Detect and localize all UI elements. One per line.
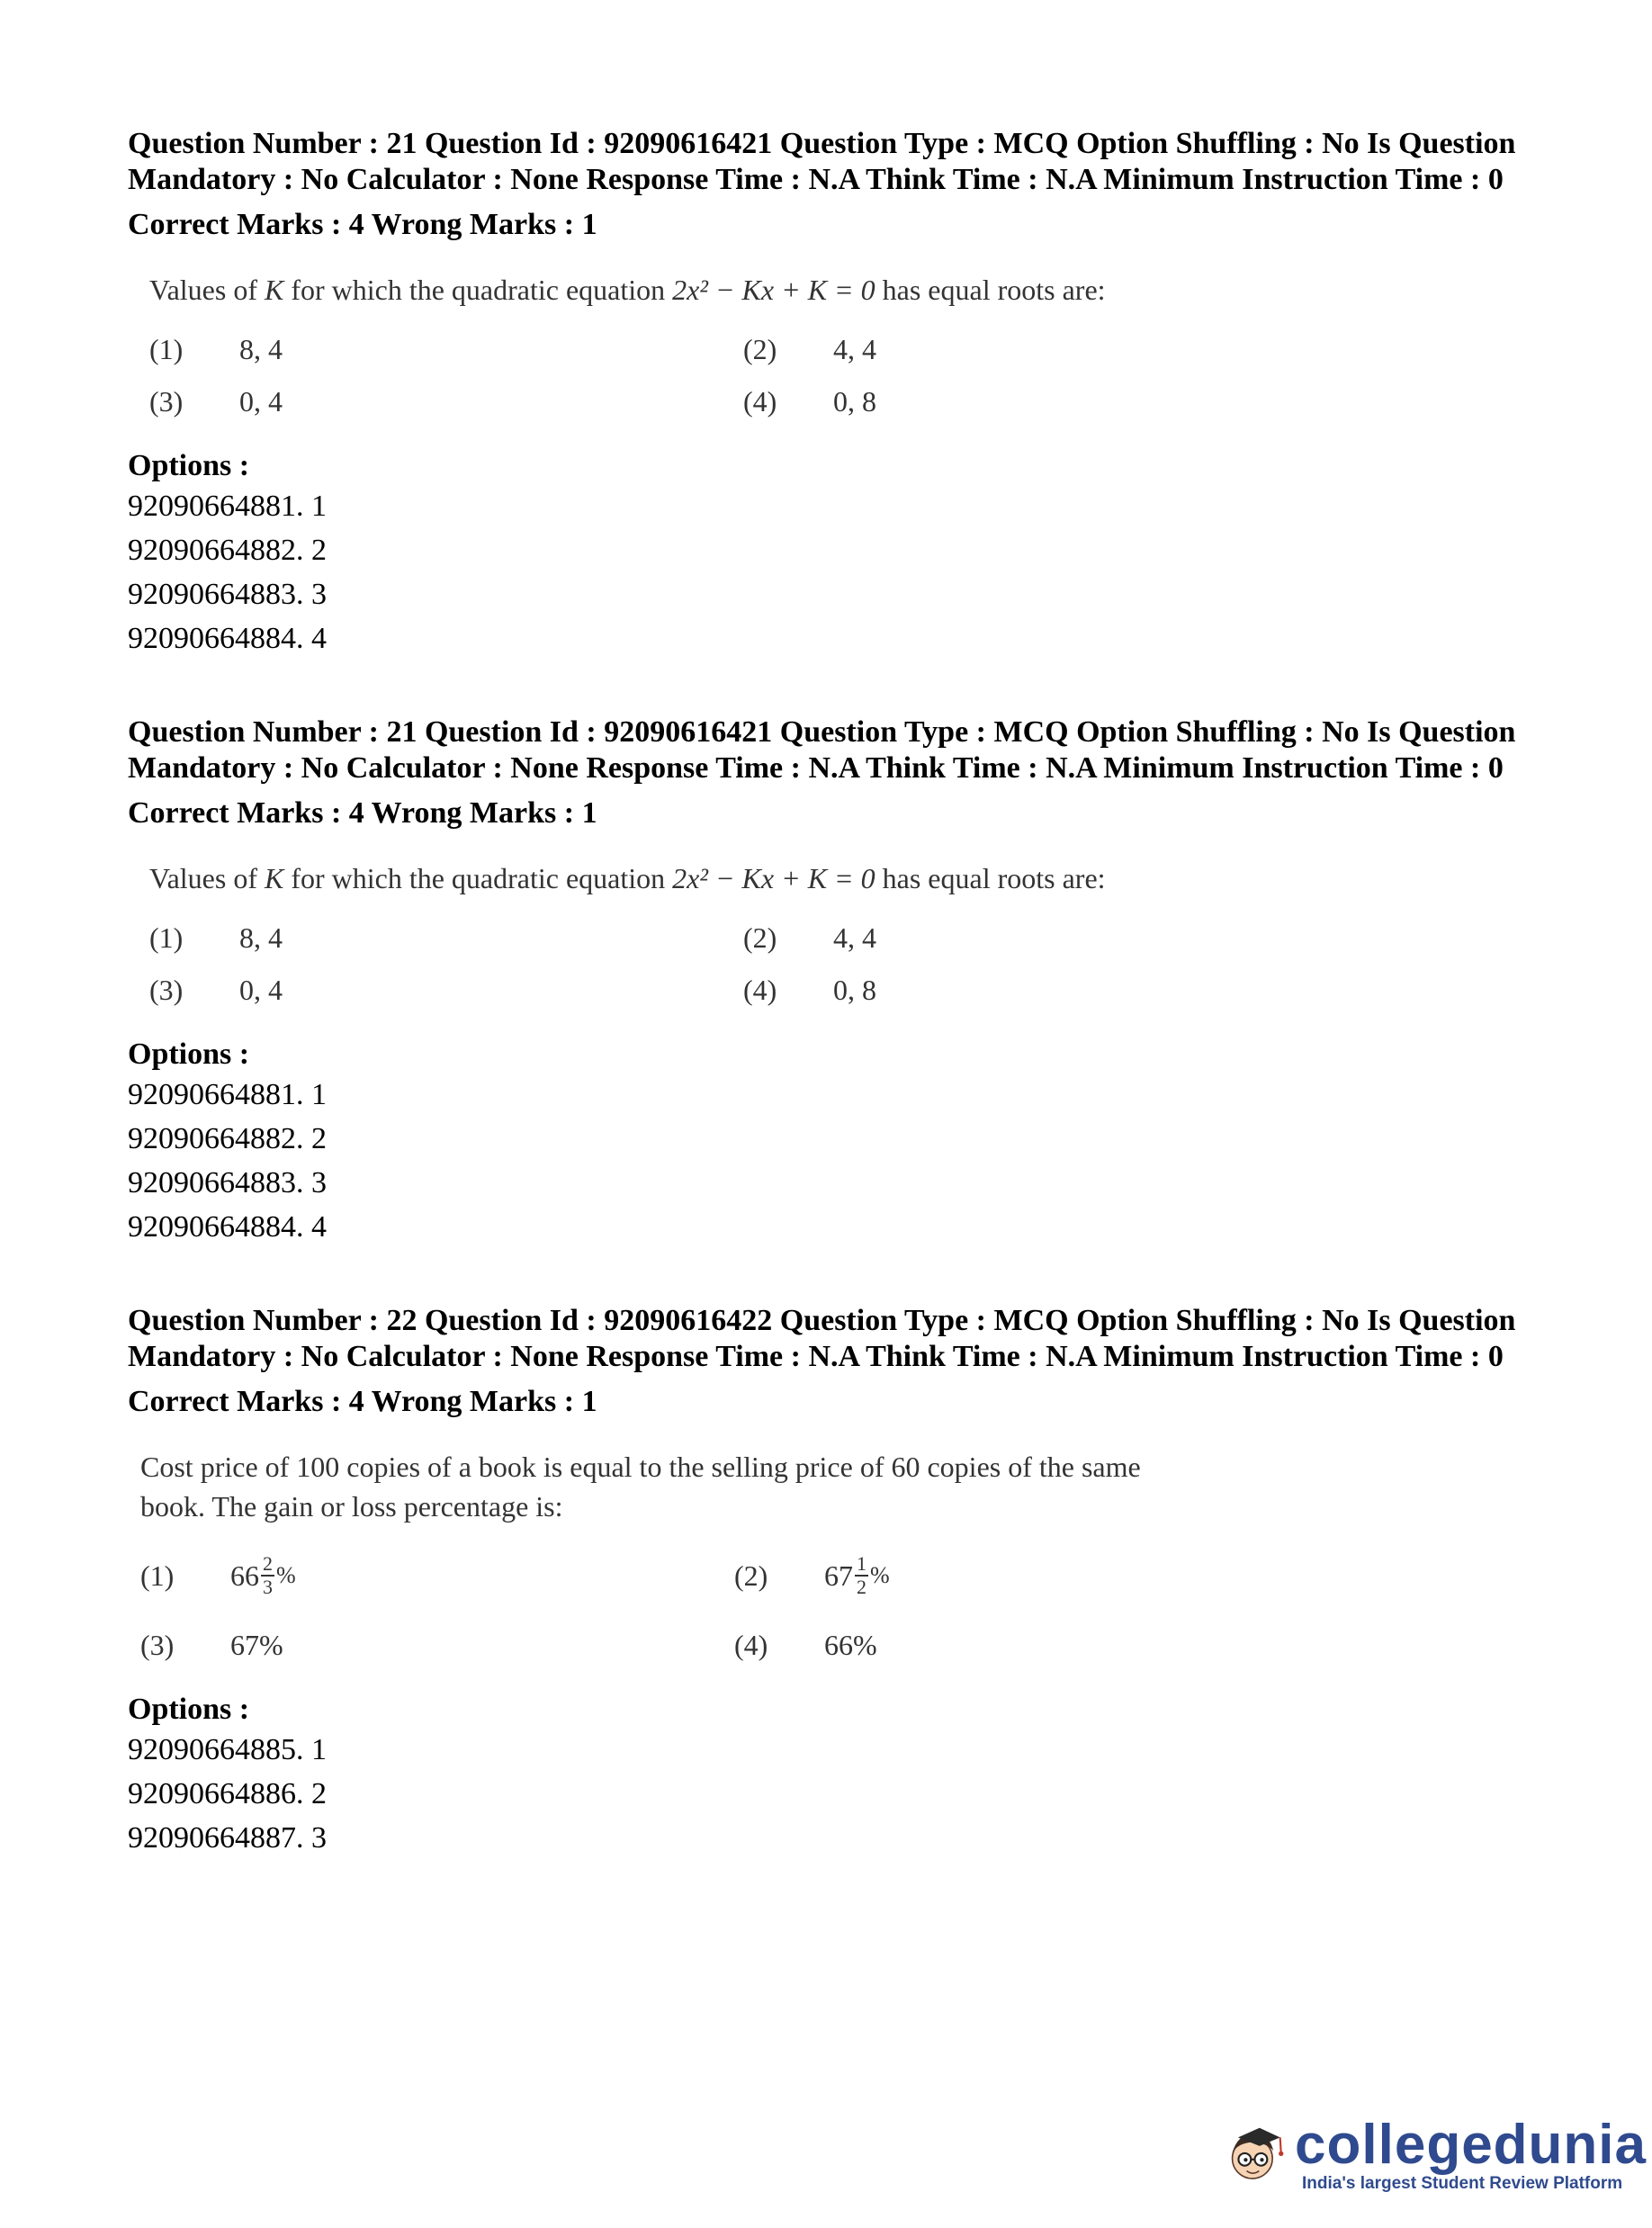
equation: 2x² − Kx + K = 0 bbox=[672, 862, 875, 894]
document-page bbox=[128, 126, 1531, 1914]
question-block bbox=[128, 126, 1531, 660]
question-marks: Correct Marks : 4 Wrong Marks : 1 bbox=[128, 208, 597, 241]
collegedunia-logo[interactable] bbox=[1224, 2088, 1647, 2223]
answer-choices bbox=[140, 1553, 1531, 1665]
question-image bbox=[149, 858, 1531, 1010]
question-marks: Correct Marks : 4 Wrong Marks : 1 bbox=[128, 796, 597, 830]
choice-4: (4) 66% bbox=[734, 1629, 877, 1661]
question-block bbox=[128, 1303, 1531, 1860]
brand-tagline: India's largest Student Review Platform bbox=[1302, 2174, 1623, 2193]
answer-choices bbox=[149, 918, 1531, 1010]
choice-2: (2) 4, 4 bbox=[743, 333, 876, 365]
choice-4: (4) 0, 8 bbox=[743, 385, 876, 418]
answer-choices bbox=[149, 329, 1531, 421]
question-image bbox=[149, 270, 1531, 421]
question-stem: Values of K for which the quadratic equation 2x² − Kx + K = 0 has equal roots are: bbox=[149, 862, 1106, 894]
option-item: 92090664881. 1 bbox=[128, 1078, 327, 1111]
question-meta: Question Number : 21 Question Id : 92090616421 Question Type : MCQ Option Shuffling : No Is Question Mandatory : No Calculator : None Response Time : N.A Think Time : N.A Minimum Instruction Time : 0 bbox=[128, 127, 1516, 196]
question-image bbox=[140, 1447, 1531, 1665]
choice-3: (3) 67% bbox=[140, 1629, 283, 1661]
question-meta: Question Number : 21 Question Id : 92090616421 Question Type : MCQ Option Shuffling : No Is Question Mandatory : No Calculator : None Response Time : N.A Think Time : N.A Minimum Instruction Time : 0 bbox=[128, 715, 1516, 785]
question-stem: Values of K for which the quadratic equation 2x² − Kx + K = 0 has equal roots are: bbox=[149, 274, 1106, 306]
options-title: Options : bbox=[128, 1038, 250, 1071]
question-block bbox=[128, 714, 1531, 1249]
option-item: 92090664886. 2 bbox=[128, 1777, 327, 1810]
question-meta: Question Number : 22 Question Id : 92090616422 Question Type : MCQ Option Shuffling : No Is Question Mandatory : No Calculator : None Response Time : N.A Think Time : N.A Minimum Instruction Time : 0 bbox=[128, 1304, 1516, 1373]
question-stem: Cost price of 100 copies of a book is equal to the selling price of 60 copies of the same book. The gain or loss percentage is: bbox=[140, 1451, 1141, 1523]
choice-1: (1) 8, 4 bbox=[149, 333, 283, 365]
option-item: 92090664884. 4 bbox=[128, 622, 327, 655]
choice-1: (1) 8, 4 bbox=[149, 921, 283, 954]
option-item: 92090664883. 3 bbox=[128, 578, 327, 611]
option-item: 92090664887. 3 bbox=[128, 1821, 327, 1855]
fraction: $\frac{1}{2}$ bbox=[857, 1552, 866, 1598]
option-item: 92090664882. 2 bbox=[128, 1122, 327, 1155]
options-title: Options : bbox=[128, 1693, 250, 1726]
choice-2: (2) 67 $\frac{1}{2}$ % bbox=[734, 1552, 890, 1598]
choice-3: (3) 0, 4 bbox=[149, 974, 283, 1006]
options-title: Options : bbox=[128, 449, 250, 482]
question-marks: Correct Marks : 4 Wrong Marks : 1 bbox=[128, 1385, 597, 1418]
choice-2: (2) 4, 4 bbox=[743, 921, 876, 954]
option-item: 92090664884. 4 bbox=[128, 1210, 327, 1244]
option-item: 92090664882. 2 bbox=[128, 534, 327, 567]
choice-1: (1) 66 $\frac{2}{3}$ % bbox=[140, 1552, 296, 1598]
choice-3: (3) 0, 4 bbox=[149, 385, 283, 418]
fraction: $\frac{2}{3}$ bbox=[263, 1552, 273, 1598]
option-item: 92090664883. 3 bbox=[128, 1166, 327, 1199]
equation: 2x² − Kx + K = 0 bbox=[672, 274, 875, 306]
mascot-icon bbox=[1224, 2097, 1286, 2214]
choice-4: (4) 0, 8 bbox=[743, 974, 876, 1006]
option-item: 92090664881. 1 bbox=[128, 490, 327, 523]
brand-name: collegedunia bbox=[1295, 2114, 1647, 2176]
option-item: 92090664885. 1 bbox=[128, 1733, 327, 1766]
